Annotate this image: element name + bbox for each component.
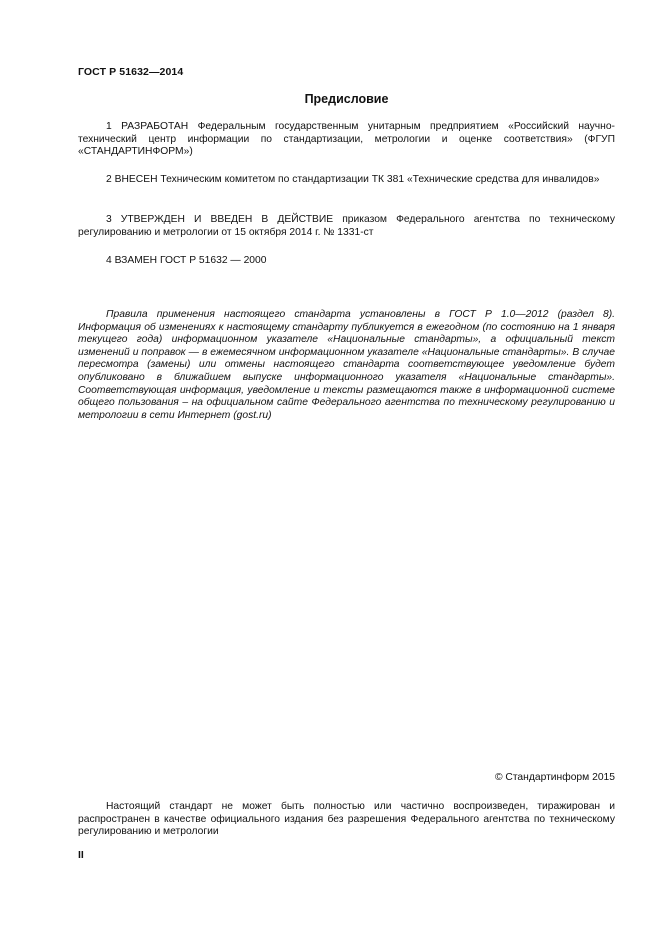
preface-title: Предисловие: [304, 92, 389, 106]
document-code: ГОСТ Р 51632—2014: [78, 66, 184, 78]
application-rules-notice: Правила применения настоящего стандарта установлены в ГОСТ Р 1.0—2012 (раздел 8). Информация об изменениях к настоящему стандарту публикуется в ежегодном (по состоянию на 1 января текущего года) информационном указателе «Национальные стандарты», а официальный текст изменений и поправок — в ежемесячном информационном указателе «Национальные стандарты». В случае пересмотра (замены) или отмены настоящего стандарта соответствующее уведомление будет опубликовано в ближайшем выпуске информационного указателя «Национальные стандарты». Соответствующая информация, уведомление и тексты размещаются также в информационной системе общего пользования – на официальном сайте Федерального агентства по техническому регулированию и метрологии в сети Интернет (gost.ru): [78, 309, 615, 421]
preface-item-developed: 1 РАЗРАБОТАН Федеральным государственным унитарным предприятием «Российский научно-технический центр информации по стандартизации, метрологии и оценке соответствия» (ФГУП «СТАНДАРТИНФОРМ»): [78, 121, 615, 158]
preface-item-introduced: 2 ВНЕСЕН Техническим комитетом по стандартизации ТК 381 «Технические средства для инвалидов»: [106, 174, 600, 185]
copyright-line: © Стандартинформ 2015: [494, 772, 615, 783]
reproduction-notice: Настоящий стандарт не может быть полностью или частично воспроизведен, тиражирован и распространен в качестве официального издания без разрешения Федерального агентства по техническому регулированию и метрологии: [78, 801, 615, 838]
page-number: II: [78, 849, 84, 861]
preface-item-approved: 3 УТВЕРЖДЕН И ВВЕДЕН В ДЕЙСТВИЕ приказом Федерального агентства по техническому регулированию и метрологии от 15 октября 2014 г. № 1331-ст: [78, 214, 615, 238]
preface-item-replaces: 4 ВЗАМЕН ГОСТ Р 51632 — 2000: [106, 255, 267, 266]
